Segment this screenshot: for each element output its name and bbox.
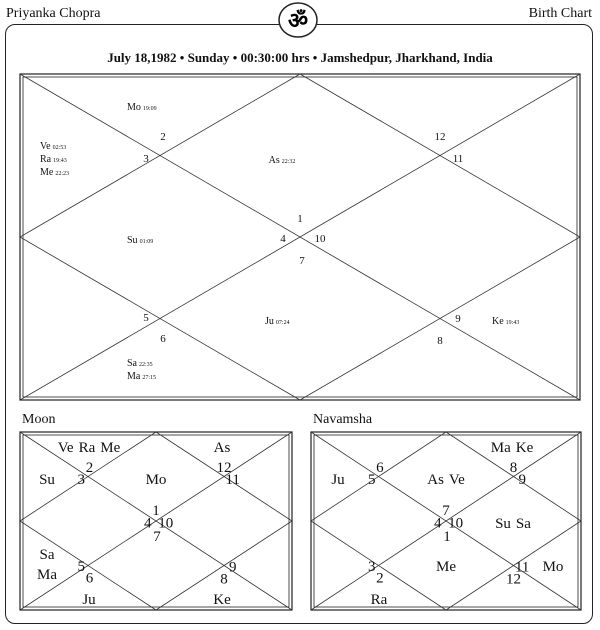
planet-name: Sa (127, 358, 137, 369)
planet-entry (40, 154, 67, 165)
planet-name: As (268, 155, 280, 166)
house-number: 6 (376, 460, 384, 476)
planet-degree: 19:43 (53, 158, 67, 164)
navamsha-chart-title: Navamsha (313, 412, 373, 427)
house-number: 3 (368, 558, 376, 575)
house-planets (146, 472, 167, 488)
planet-name: Su (39, 472, 55, 488)
om-icon (276, 0, 320, 40)
house-planets (491, 440, 534, 456)
house-number: 4 (280, 233, 286, 245)
house-number: 11 (225, 472, 240, 488)
house-number: 2 (160, 131, 166, 143)
planet-degree: 19:09 (142, 106, 157, 112)
planet-name: Su (495, 516, 511, 532)
house-number: 8 (509, 460, 518, 476)
planet-name: Sa (515, 516, 531, 532)
moon-chart (20, 432, 292, 610)
house-number: 12 (434, 131, 446, 143)
planet-name: Ma (490, 440, 511, 456)
house-number: 1 (297, 213, 303, 225)
planet-entry (40, 141, 66, 152)
planet-name: Ve (40, 141, 51, 152)
house-number: 3 (77, 472, 85, 488)
house-number: 8 (220, 571, 228, 588)
om-symbol: ॐ (287, 8, 309, 33)
house-number: 2 (376, 570, 384, 587)
planet-degree: 19:43 (505, 320, 520, 326)
planet-entry (269, 155, 296, 166)
planet-degree: 01:09 (139, 239, 154, 245)
planet-name: Me (100, 440, 121, 456)
planet-name: Su (127, 235, 138, 246)
planet-name: Ma (37, 567, 57, 583)
house-number: 6 (160, 333, 166, 345)
house-number: 4 (143, 515, 152, 532)
house-planets (58, 440, 121, 456)
planet-degree: 07:24 (275, 320, 290, 326)
house-number: 1 (152, 503, 160, 520)
planet-name: Ke (213, 592, 231, 608)
house-number: 11 (452, 153, 464, 165)
planet-name: Mo (542, 559, 564, 575)
planet-name: As (213, 440, 231, 456)
planet-entry (127, 358, 153, 369)
house-number: 7 (299, 255, 305, 267)
house-planets (39, 472, 55, 488)
house-number: 6 (85, 570, 94, 587)
house-number: 12 (506, 571, 521, 588)
house-planets (436, 559, 456, 575)
planet-entry (265, 316, 290, 327)
house-planets (543, 559, 564, 575)
house-planets (213, 592, 231, 608)
planet-entry (127, 371, 156, 382)
person-name: Priyanka Chopra (6, 6, 101, 21)
planet-name: Ke (515, 440, 534, 456)
house-number: 3 (143, 153, 149, 165)
planet-name: Ve (448, 472, 465, 488)
planet-degree: 27:15 (142, 375, 157, 381)
planet-name: Mo (127, 102, 141, 113)
planet-name: Me (436, 559, 456, 575)
planet-name: Ra (78, 440, 96, 456)
house-number: 9 (228, 559, 237, 576)
planet-degree: 22:32 (281, 159, 296, 165)
house-planets (82, 592, 96, 608)
chart-type-title: Birth Chart (528, 6, 592, 21)
house-number: 11 (514, 559, 530, 576)
planet-name: As (427, 472, 444, 488)
house-planets (495, 516, 531, 532)
planet-name: Ve (57, 440, 74, 456)
planet-name: Ju (265, 316, 274, 327)
planet-name: Ra (370, 592, 388, 608)
planet-entry (127, 102, 157, 113)
house-number: 10 (314, 233, 326, 245)
house-number: 8 (437, 335, 443, 347)
planet-degree: 02:53 (52, 145, 67, 151)
house-planets (214, 440, 231, 456)
house-number: 9 (455, 313, 461, 325)
planet-name: Me (40, 167, 54, 178)
house-planets (37, 547, 57, 583)
planet-name: Ju (331, 472, 345, 488)
house-number: 12 (216, 460, 232, 476)
planet-degree: 22:35 (139, 362, 153, 368)
house-number: 5 (368, 472, 376, 488)
planet-entry (40, 167, 69, 178)
planet-name: Sa (39, 547, 55, 563)
planet-name: Ke (492, 316, 504, 327)
house-planets (427, 472, 465, 488)
planet-name: Ma (127, 371, 141, 382)
planet-entry (492, 316, 519, 327)
house-number: 5 (77, 558, 85, 575)
house-planets (371, 592, 388, 608)
birth-info: July 18,1982 • Sunday • 00:30:00 hrs • Jamshedpur, Jharkhand, India (107, 50, 493, 65)
house-number: 2 (85, 460, 94, 476)
house-number: 1 (443, 528, 451, 545)
house-number: 10 (158, 515, 174, 532)
planet-entry (127, 235, 153, 246)
house-number: 7 (442, 503, 450, 520)
house-number: 4 (434, 515, 442, 532)
navamsha-chart (311, 432, 581, 610)
house-planets (331, 472, 345, 488)
moon-chart-title: Moon (22, 412, 56, 427)
house-number: 5 (143, 312, 149, 324)
planet-name: Mo (145, 472, 167, 488)
planet-name: Ju (82, 592, 96, 608)
house-number: 10 (448, 515, 464, 532)
house-number: 9 (518, 472, 526, 488)
main-birth-chart (20, 74, 580, 400)
planet-name: Ra (40, 154, 52, 165)
planet-degree: 22:23 (55, 171, 70, 177)
house-number: 7 (153, 528, 161, 545)
